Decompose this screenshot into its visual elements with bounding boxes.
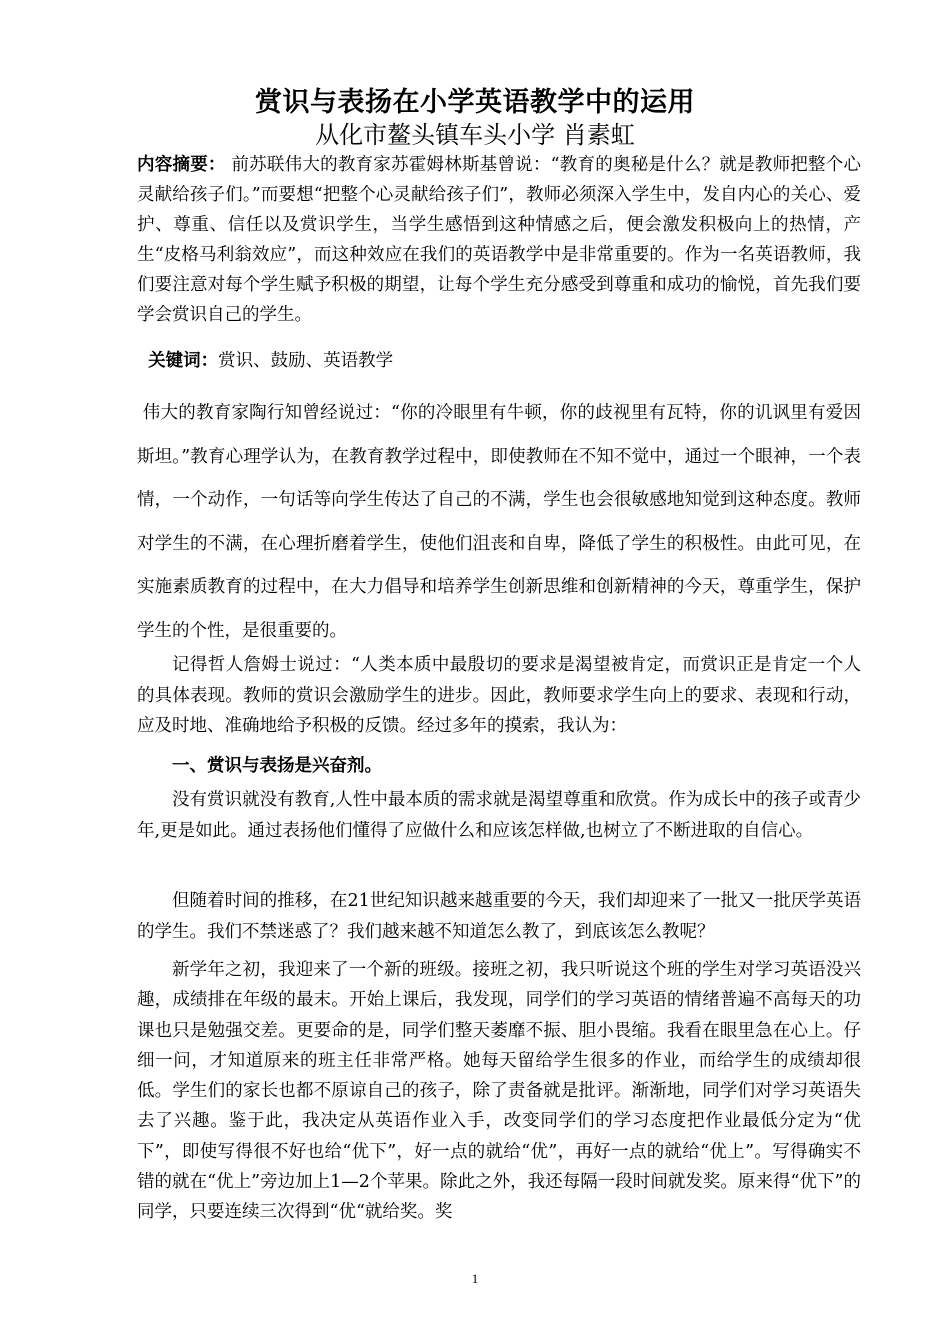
section-heading-1: 一、赏识与表扬是兴奋剂。 (172, 756, 382, 776)
keywords-label: 关键词： (148, 351, 219, 371)
abstract-label: 内容摘要： (137, 155, 226, 175)
document-title: 赏识与表扬在小学英语教学中的运用 (255, 87, 695, 118)
keywords-text: 赏识、鼓励、英语教学 (218, 351, 394, 371)
page-number: 1 (471, 1271, 479, 1286)
body-paragraph-1-text: 伟大的教育家陶行知曾经说过：“你的冷眼里有牛顿，你的歧视里有瓦特，你的讥讽里有爱因斯坦。”教育心理学认为，在教育教学过程中，即使教师在不知不觉中，通过一个眼神，一个表情，一个动作，一句话等向学生传达了自己的不满，学生也会很敏感地知觉到这种态度。教师对学生的不满，在心理折磨着学生，使他们沮丧和自卑，降低了学生的积极性。由此可见，在实施素质教育的过程中，在大力倡导和培养学生创新思维和创新精神的今天，尊重学生，保护学生的个性，是很重要的。 (137, 403, 861, 641)
body-paragraph-2: 记得哲人詹姆士说过：“人类本质中最殷切的要求是渴望被肯定，而赏识正是肯定一个人的具体表现。教师的赏识会激励学生的进步。因此，教师要求学生向上的要求、表现和行动，应及时地、准确地给予积极的反馈。经过多年的摸索，我认为： (137, 655, 861, 736)
keywords-line (137, 348, 861, 374)
body-paragraph-4: 但随着时间的推移，在21世纪知识越来越重要的今天，我们却迎来了一批又一批厌学英语的学生。我们不禁迷惑了？我们越来越不知道怎么教了，到底该怎么教呢？ (137, 891, 861, 942)
author-line: 从化市鳌头镇车头小学 肖素虹 (315, 121, 635, 149)
abstract-text: 前苏联伟大的教育家苏霍姆林斯基曾说：“教育的奥秘是什么？就是教师把整个心灵献给孩子们。”而要想“把整个心灵献给孩子们”，教师必须深入学生中，发自内心的关心、爱护、尊重、信任以及赏识学生，当学生感悟到这种情感之后，便会激发积极向上的热情，产生“皮格马利翁效应”，而这种效应在我们的英语教学中是非常重要的。作为一名英语教师，我们要注意对每个学生赋予积极的期望，让每个学生充分感受到尊重和成功的愉悦，首先我们要学会赏识自己的学生。 (137, 155, 861, 325)
abstract-paragraph (137, 150, 861, 330)
body-paragraph-3: 没有赏识就没有教育,人性中最本质的需求就是渴望尊重和欣赏。作为成长中的孩子或青少年,更是如此。通过表扬他们懂得了应做什么和应该怎样做,也树立了不断进取的自信心。 (137, 790, 861, 841)
body-paragraph-1 (137, 392, 861, 653)
body-paragraph-5: 新学年之初，我迎来了一个新的班级。接班之初，我只听说这个班的学生对学习英语没兴趣，成绩排在年级的最末。开始上课后，我发现，同学们的学习英语的情绪普遍不高每天的功课也只是勉强交差。更要命的是，同学们整天萎靡不振、胆小畏缩。我看在眼里急在心上。仔细一问，才知道原来的班主任非常严格。她每天留给学生很多的作业，而给学生的成绩却很低。学生们的家长也都不原谅自己的孩子，除了责备就是批评。渐渐地，同学们对学习英语失去了兴趣。鉴于此，我决定从英语作业入手，改变同学们的学习态度把作业最低分定为“优下”，即使写得很不好也给“优下”，好一点的就给“优”，再好一点的就给“优上”。写得确实不错的就在“优上”旁边加上1—2个苹果。除此之外，我还每隔一段时间就发奖。原来得“优下”的同学，只要连续三次得到“优“就给奖。奖 (137, 960, 861, 1223)
